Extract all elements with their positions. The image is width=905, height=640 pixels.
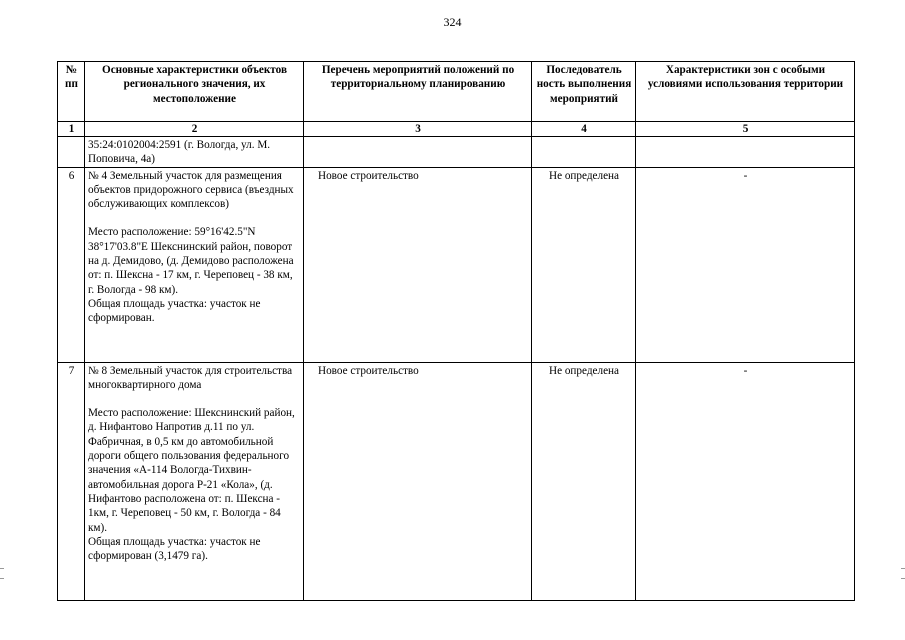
row-zones: - <box>636 362 855 600</box>
column-number: 2 <box>85 122 304 137</box>
header-number: № пп <box>58 62 85 122</box>
header-zones: Характеристики зон с особыми условиями использования территории <box>636 62 855 122</box>
table-row <box>58 167 855 362</box>
row-number: 7 <box>58 362 85 600</box>
object-title: № 8 Земельный участок для строительства многоквартирного дома <box>88 364 293 391</box>
row-measure: Новое строительство <box>304 167 532 362</box>
column-number: 5 <box>636 122 855 137</box>
header-sequence: Последователь ность выполнения мероприятий <box>532 62 636 122</box>
column-number: 1 <box>58 122 85 137</box>
row-zones <box>636 137 855 168</box>
header-row <box>58 62 855 122</box>
object-location: Место расположение: 59°16'42.5"N 38°17'03.8"E Шекснинский район, поворот на д. Демидово, (д. Демидово расположена от: п. Шексна - 17 км, г. Череповец - 38 км, г. Вологда - 98 км). <box>88 226 294 296</box>
row-sequence: Не определена <box>532 362 636 600</box>
scan-edge-mark <box>0 578 4 579</box>
row-number <box>58 137 85 168</box>
object-location: Место расположение: Шекснинский район, д. Нифантово Напротив д.11 по ул. Фабричная, в 0,5 км до автомобильной дороги общего пользования федерального значения «А-114 Вологда-Тихвин-автомобильная дорога Р-21 «Кола», (д. Нифантово расположена от: п. Шексна - 1км, г. Череповец - 50 км, г. Вологда - 84 км). <box>88 407 295 534</box>
row-number: 6 <box>58 167 85 362</box>
header-characteristics: Основные характеристики объектов регионального значения, их местоположение <box>85 62 304 122</box>
row-description: 35:24:0102004:2591 (г. Вологда, ул. М. Поповича, 4а) <box>85 137 304 168</box>
scan-edge-mark <box>0 568 4 569</box>
table-row <box>58 362 855 600</box>
column-number: 3 <box>304 122 532 137</box>
object-title: № 4 Земельный участок для размещения объектов придорожного сервиса (въездных обслуживающих комплексов) <box>88 169 294 211</box>
object-area: Общая площадь участка: участок не сформирован. <box>88 297 261 325</box>
planning-table <box>57 61 855 601</box>
row-sequence: Не определена <box>532 167 636 362</box>
header-measures: Перечень мероприятий положений по территориальному планированию <box>304 62 532 122</box>
scan-edge-mark <box>901 578 905 579</box>
table-row <box>58 137 855 168</box>
row-description <box>85 362 304 600</box>
column-number: 4 <box>532 122 636 137</box>
row-description <box>85 167 304 362</box>
object-area: Общая площадь участка: участок не сформирован (3,1479 га). <box>88 535 261 563</box>
scan-edge-mark <box>901 568 905 569</box>
page-number: 324 <box>443 15 462 29</box>
row-measure <box>304 137 532 168</box>
row-measure: Новое строительство <box>304 362 532 600</box>
row-zones: - <box>636 167 855 362</box>
row-sequence <box>532 137 636 168</box>
column-number-row <box>58 122 855 137</box>
